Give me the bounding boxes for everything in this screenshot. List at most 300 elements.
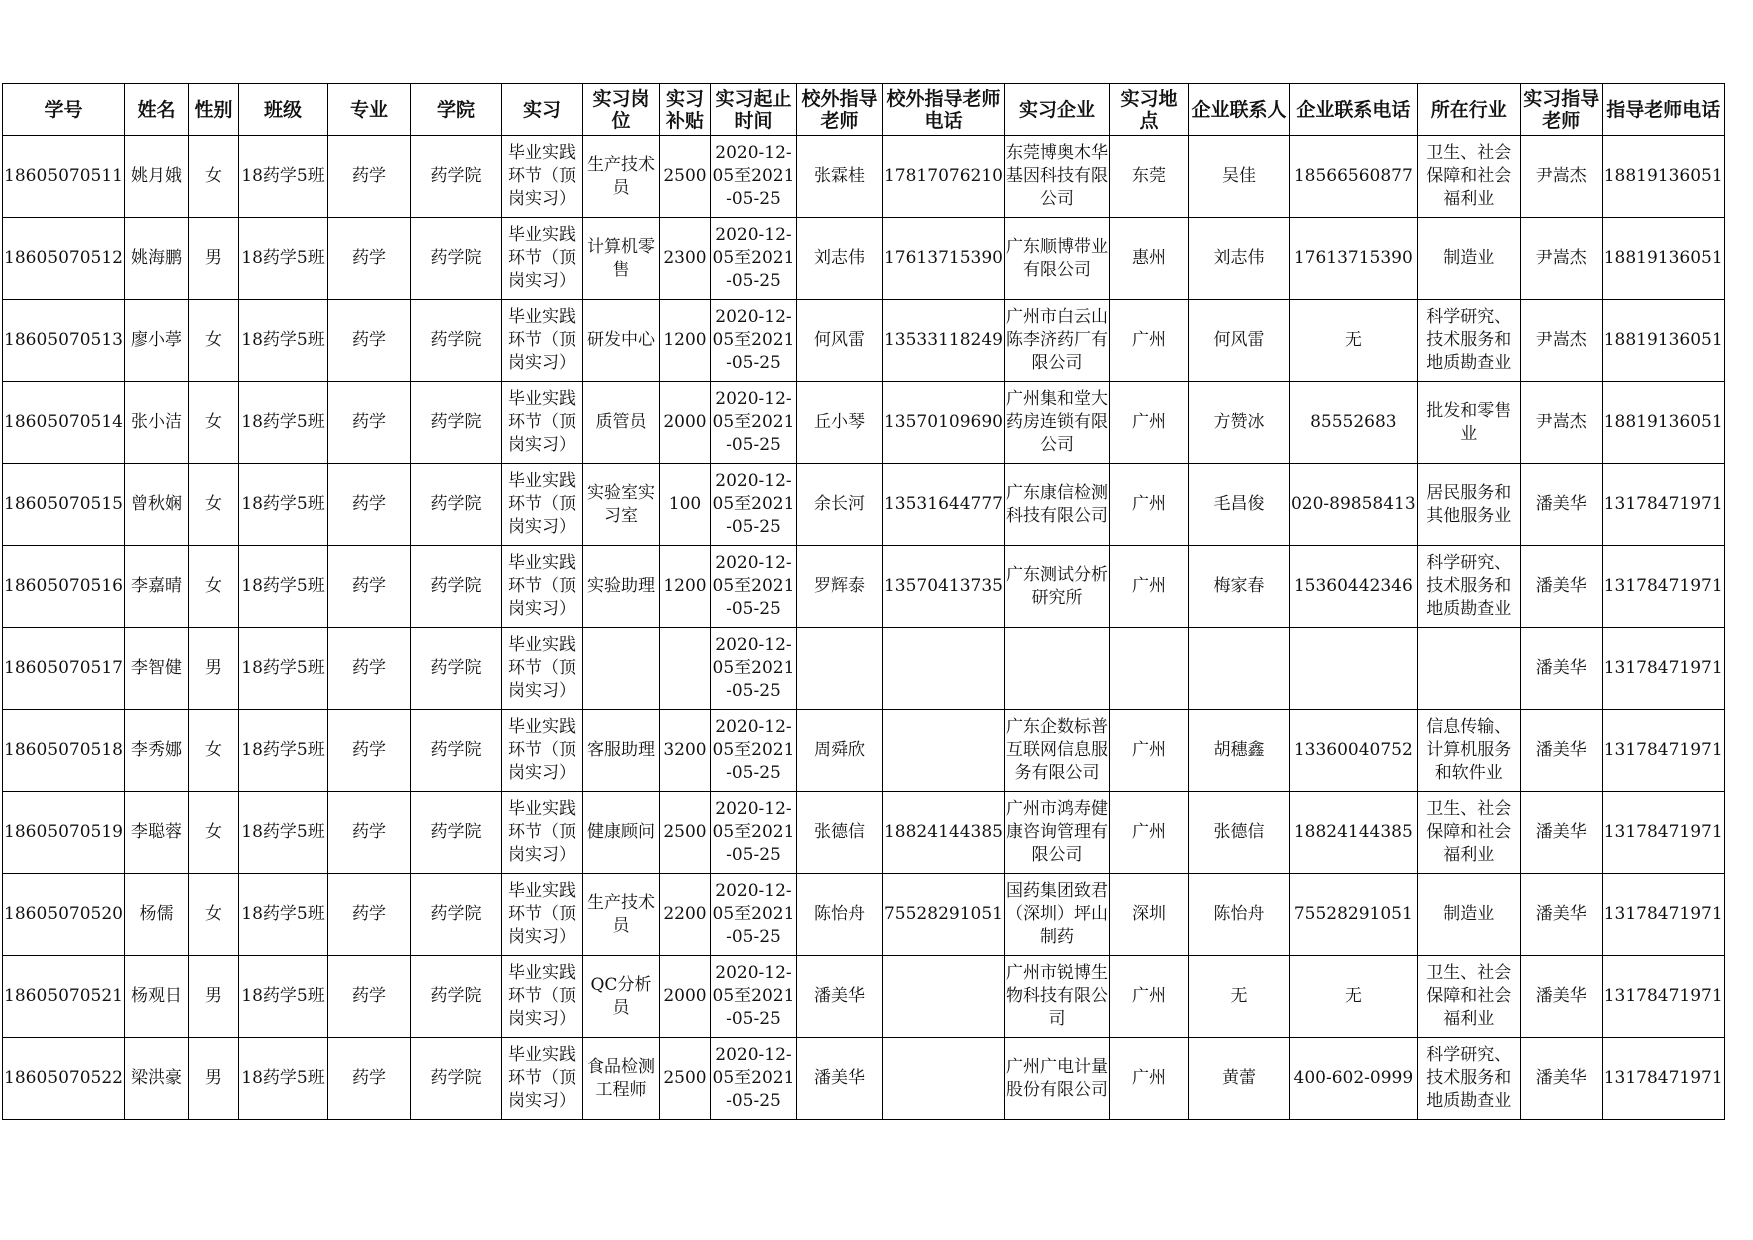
cell-advisor bbox=[1520, 136, 1602, 218]
cell-text: 药学院 bbox=[430, 330, 482, 350]
cell-external-advisor bbox=[796, 218, 882, 300]
cell-text: 制造业 bbox=[1443, 248, 1495, 268]
cell-text: 18605070522 bbox=[4, 1068, 123, 1088]
cell-text: 张小洁 bbox=[130, 412, 182, 432]
cell-gender bbox=[188, 956, 238, 1038]
cell-industry bbox=[1417, 382, 1520, 464]
cell-text: 药学 bbox=[351, 494, 386, 514]
cell-subsidy bbox=[659, 218, 710, 300]
cell-text: 男 bbox=[204, 1068, 222, 1088]
cell-advisor-phone bbox=[1602, 382, 1724, 464]
cell-period bbox=[710, 218, 796, 300]
cell-position bbox=[582, 874, 659, 956]
cell-text: 13360040752 bbox=[1293, 740, 1413, 760]
cell-advisor bbox=[1520, 874, 1602, 956]
cell-industry bbox=[1417, 792, 1520, 874]
cell-internship-type bbox=[501, 300, 582, 382]
cell-text: 13178471971 bbox=[1603, 576, 1723, 596]
header-gender: 性别 bbox=[188, 84, 238, 136]
cell-text: 梅家春 bbox=[1213, 576, 1265, 596]
cell-text: 2300 bbox=[663, 248, 707, 268]
cell-subsidy bbox=[659, 628, 710, 710]
cell-company bbox=[1004, 218, 1109, 300]
cell-text: 18605070517 bbox=[4, 658, 123, 678]
cell-text: 2020-12-05至2021-05-25 bbox=[712, 225, 795, 291]
cell-period bbox=[710, 792, 796, 874]
cell-external-advisor-phone bbox=[882, 956, 1004, 1038]
cell-text: 刘志伟 bbox=[813, 248, 865, 268]
cell-major bbox=[327, 710, 410, 792]
cell-internship-type bbox=[501, 1038, 582, 1120]
cell-text: 东莞博奥木华基因科技有限公司 bbox=[1005, 143, 1108, 209]
cell-class bbox=[238, 1038, 327, 1120]
cell-text: 男 bbox=[204, 986, 222, 1006]
table-row bbox=[3, 874, 1725, 956]
cell-gender bbox=[188, 464, 238, 546]
cell-text: 张霖桂 bbox=[813, 166, 865, 186]
cell-text: 健康顾问 bbox=[586, 822, 655, 842]
cell-text: 生产技术员 bbox=[586, 154, 655, 198]
cell-text: 17613715390 bbox=[1293, 248, 1413, 268]
cell-text: 18药学5班 bbox=[241, 412, 325, 432]
cell-position bbox=[582, 300, 659, 382]
cell-gender bbox=[188, 1038, 238, 1120]
cell-text: 广州广电计量股份有限公司 bbox=[1005, 1056, 1108, 1100]
cell-text: 女 bbox=[204, 822, 222, 842]
cell-text: 何风雷 bbox=[1213, 330, 1265, 350]
cell-position bbox=[582, 710, 659, 792]
table-row bbox=[3, 628, 1725, 710]
cell-text: 潘美华 bbox=[1535, 822, 1587, 842]
cell-text: 余长河 bbox=[813, 494, 865, 514]
cell-text: 18819136051 bbox=[1603, 248, 1723, 268]
cell-industry bbox=[1417, 218, 1520, 300]
header-company-phone: 企业联系电话 bbox=[1289, 84, 1417, 136]
cell-period bbox=[710, 956, 796, 1038]
cell-subsidy bbox=[659, 546, 710, 628]
cell-location bbox=[1109, 710, 1188, 792]
cell-text: 广州 bbox=[1131, 576, 1166, 596]
cell-advisor-phone bbox=[1602, 956, 1724, 1038]
cell-text: 17613715390 bbox=[883, 248, 1003, 268]
cell-class bbox=[238, 628, 327, 710]
cell-text: 胡穗鑫 bbox=[1213, 740, 1265, 760]
cell-company-contact bbox=[1188, 628, 1289, 710]
cell-location bbox=[1109, 464, 1188, 546]
cell-class bbox=[238, 710, 327, 792]
cell-text: 丘小琴 bbox=[813, 412, 865, 432]
cell-external-advisor-phone bbox=[882, 874, 1004, 956]
cell-location bbox=[1109, 956, 1188, 1038]
cell-text: 女 bbox=[204, 412, 222, 432]
cell-text: 18605070520 bbox=[4, 904, 123, 924]
cell-company-phone bbox=[1289, 382, 1417, 464]
cell-subsidy bbox=[659, 956, 710, 1038]
cell-company-phone bbox=[1289, 710, 1417, 792]
cell-text: 梁洪豪 bbox=[130, 1068, 182, 1088]
header-external-advisor-phone: 校外指导老师电话 bbox=[882, 84, 1004, 136]
cell-name bbox=[124, 300, 188, 382]
cell-company-phone bbox=[1289, 874, 1417, 956]
cell-company-contact bbox=[1188, 1038, 1289, 1120]
cell-text: 广州 bbox=[1131, 330, 1166, 350]
cell-college bbox=[410, 628, 501, 710]
cell-student-id bbox=[3, 464, 125, 546]
cell-text: 科学研究、技术服务和地质勘查业 bbox=[1426, 553, 1512, 619]
cell-text: 何风雷 bbox=[813, 330, 865, 350]
cell-text: 18819136051 bbox=[1603, 166, 1723, 186]
cell-class bbox=[238, 218, 327, 300]
cell-text: 13570109690 bbox=[883, 412, 1003, 432]
cell-text: 食品检测工程师 bbox=[586, 1056, 655, 1100]
cell-text: 18药学5班 bbox=[241, 740, 325, 760]
cell-external-advisor bbox=[796, 792, 882, 874]
cell-text: 13178471971 bbox=[1603, 822, 1723, 842]
cell-major bbox=[327, 956, 410, 1038]
table-row bbox=[3, 792, 1725, 874]
cell-internship-type bbox=[501, 464, 582, 546]
cell-text: 研发中心 bbox=[586, 330, 655, 350]
cell-gender bbox=[188, 874, 238, 956]
cell-company-contact bbox=[1188, 218, 1289, 300]
cell-advisor-phone bbox=[1602, 1038, 1724, 1120]
cell-text: 18药学5班 bbox=[241, 658, 325, 678]
header-college: 学院 bbox=[410, 84, 501, 136]
cell-position bbox=[582, 218, 659, 300]
cell-student-id bbox=[3, 792, 125, 874]
cell-text: 药学院 bbox=[430, 904, 482, 924]
cell-major bbox=[327, 792, 410, 874]
cell-internship-type bbox=[501, 710, 582, 792]
cell-external-advisor-phone bbox=[882, 546, 1004, 628]
cell-text: 毛昌俊 bbox=[1213, 494, 1265, 514]
cell-external-advisor bbox=[796, 136, 882, 218]
cell-advisor-phone bbox=[1602, 218, 1724, 300]
cell-text: 药学 bbox=[351, 412, 386, 432]
cell-text: 13533118249 bbox=[883, 330, 1003, 350]
cell-company bbox=[1004, 546, 1109, 628]
cell-advisor-phone bbox=[1602, 792, 1724, 874]
cell-text: 药学 bbox=[351, 822, 386, 842]
cell-text: 广东顺博带业有限公司 bbox=[1005, 236, 1108, 280]
cell-external-advisor-phone bbox=[882, 710, 1004, 792]
cell-period bbox=[710, 628, 796, 710]
cell-text: 020-89858413 bbox=[1290, 494, 1416, 514]
cell-location bbox=[1109, 874, 1188, 956]
cell-company-contact bbox=[1188, 956, 1289, 1038]
header-name: 姓名 bbox=[124, 84, 188, 136]
cell-period bbox=[710, 382, 796, 464]
cell-company bbox=[1004, 464, 1109, 546]
cell-company bbox=[1004, 792, 1109, 874]
cell-text: 毕业实践环节（顶岗实习） bbox=[507, 471, 576, 537]
cell-text: 尹嵩杰 bbox=[1535, 330, 1587, 350]
cell-text: 卫生、社会保障和社会福利业 bbox=[1426, 799, 1512, 865]
cell-name bbox=[124, 628, 188, 710]
cell-text: 毕业实践环节（顶岗实习） bbox=[507, 1045, 576, 1111]
cell-text: 13178471971 bbox=[1603, 658, 1723, 678]
cell-class bbox=[238, 792, 327, 874]
cell-text: 潘美华 bbox=[1535, 494, 1587, 514]
cell-company-phone bbox=[1289, 300, 1417, 382]
table-row bbox=[3, 300, 1725, 382]
cell-external-advisor-phone bbox=[882, 792, 1004, 874]
table-row bbox=[3, 136, 1725, 218]
cell-position bbox=[582, 546, 659, 628]
cell-company bbox=[1004, 136, 1109, 218]
cell-location bbox=[1109, 628, 1188, 710]
cell-college bbox=[410, 136, 501, 218]
cell-advisor bbox=[1520, 628, 1602, 710]
cell-advisor-phone bbox=[1602, 874, 1724, 956]
cell-text: 女 bbox=[204, 740, 222, 760]
cell-text: 张德信 bbox=[813, 822, 865, 842]
cell-name bbox=[124, 956, 188, 1038]
cell-external-advisor-phone bbox=[882, 1038, 1004, 1120]
cell-text: 刘志伟 bbox=[1213, 248, 1265, 268]
cell-external-advisor bbox=[796, 464, 882, 546]
cell-company-phone bbox=[1289, 218, 1417, 300]
cell-period bbox=[710, 136, 796, 218]
cell-text: 实验助理 bbox=[586, 576, 655, 596]
table-row bbox=[3, 1038, 1725, 1120]
cell-text: 杨观日 bbox=[130, 986, 182, 1006]
cell-text: 18605070512 bbox=[4, 248, 123, 268]
cell-external-advisor bbox=[796, 546, 882, 628]
cell-text: 女 bbox=[204, 576, 222, 596]
cell-text: 客服助理 bbox=[586, 740, 655, 760]
cell-text: 广州 bbox=[1131, 494, 1166, 514]
cell-internship-type bbox=[501, 874, 582, 956]
cell-external-advisor bbox=[796, 300, 882, 382]
table-row bbox=[3, 710, 1725, 792]
cell-name bbox=[124, 1038, 188, 1120]
cell-text: 东莞 bbox=[1131, 166, 1166, 186]
cell-gender bbox=[188, 136, 238, 218]
cell-text: 女 bbox=[204, 494, 222, 514]
cell-text: 广州 bbox=[1131, 986, 1166, 1006]
cell-text: 18药学5班 bbox=[241, 904, 325, 924]
cell-text: 无 bbox=[1344, 986, 1362, 1006]
cell-text: 18605070511 bbox=[4, 166, 123, 186]
cell-external-advisor-phone bbox=[882, 464, 1004, 546]
cell-company bbox=[1004, 382, 1109, 464]
cell-company-phone bbox=[1289, 628, 1417, 710]
cell-class bbox=[238, 464, 327, 546]
cell-text: 毕业实践环节（顶岗实习） bbox=[507, 307, 576, 373]
header-row bbox=[3, 84, 1725, 136]
cell-student-id bbox=[3, 1038, 125, 1120]
cell-name bbox=[124, 874, 188, 956]
cell-text: 尹嵩杰 bbox=[1535, 412, 1587, 432]
cell-text: 18605070516 bbox=[4, 576, 123, 596]
cell-text: 潘美华 bbox=[1535, 576, 1587, 596]
cell-text: 15360442346 bbox=[1293, 576, 1413, 596]
cell-text: 科学研究、技术服务和地质勘查业 bbox=[1426, 307, 1512, 373]
cell-text: 潘美华 bbox=[1535, 986, 1587, 1006]
cell-position bbox=[582, 956, 659, 1038]
cell-name bbox=[124, 136, 188, 218]
cell-college bbox=[410, 382, 501, 464]
cell-text: 药学 bbox=[351, 658, 386, 678]
cell-text: 卫生、社会保障和社会福利业 bbox=[1426, 963, 1512, 1029]
cell-position bbox=[582, 382, 659, 464]
cell-company-phone bbox=[1289, 956, 1417, 1038]
cell-gender bbox=[188, 546, 238, 628]
cell-subsidy bbox=[659, 1038, 710, 1120]
cell-text: 13178471971 bbox=[1603, 494, 1723, 514]
cell-text: 18824144385 bbox=[1293, 822, 1413, 842]
cell-subsidy bbox=[659, 464, 710, 546]
cell-text: 2020-12-05至2021-05-25 bbox=[712, 963, 795, 1029]
table-row bbox=[3, 956, 1725, 1038]
cell-text: 2020-12-05至2021-05-25 bbox=[712, 389, 795, 455]
cell-text: 18药学5班 bbox=[241, 330, 325, 350]
header-student-id: 学号 bbox=[3, 84, 125, 136]
cell-external-advisor-phone bbox=[882, 382, 1004, 464]
cell-class bbox=[238, 136, 327, 218]
cell-text: QC分析员 bbox=[590, 974, 652, 1018]
cell-internship-type bbox=[501, 136, 582, 218]
cell-major bbox=[327, 546, 410, 628]
cell-class bbox=[238, 300, 327, 382]
cell-text: 毕业实践环节（顶岗实习） bbox=[507, 553, 576, 619]
cell-student-id bbox=[3, 218, 125, 300]
cell-period bbox=[710, 546, 796, 628]
internship-table bbox=[2, 83, 1725, 1120]
cell-text: 75528291051 bbox=[883, 904, 1003, 924]
cell-company-contact bbox=[1188, 710, 1289, 792]
cell-period bbox=[710, 874, 796, 956]
cell-college bbox=[410, 956, 501, 1038]
cell-company-contact bbox=[1188, 136, 1289, 218]
table-body bbox=[3, 136, 1725, 1120]
cell-text: 科学研究、技术服务和地质勘查业 bbox=[1426, 1045, 1512, 1111]
cell-student-id bbox=[3, 956, 125, 1038]
cell-text: 2020-12-05至2021-05-25 bbox=[712, 143, 795, 209]
cell-student-id bbox=[3, 874, 125, 956]
cell-class bbox=[238, 546, 327, 628]
cell-text: 姚海鹏 bbox=[130, 248, 182, 268]
cell-major bbox=[327, 1038, 410, 1120]
cell-text: 尹嵩杰 bbox=[1535, 166, 1587, 186]
cell-external-advisor bbox=[796, 874, 882, 956]
cell-gender bbox=[188, 218, 238, 300]
cell-text: 2020-12-05至2021-05-25 bbox=[712, 717, 795, 783]
cell-major bbox=[327, 136, 410, 218]
header-company-contact: 企业联系人 bbox=[1188, 84, 1289, 136]
cell-company bbox=[1004, 874, 1109, 956]
cell-text: 国药集团致君（深圳）坪山制药 bbox=[1005, 881, 1108, 947]
cell-period bbox=[710, 464, 796, 546]
cell-subsidy bbox=[659, 710, 710, 792]
cell-position bbox=[582, 792, 659, 874]
cell-industry bbox=[1417, 464, 1520, 546]
cell-text: 姚月娥 bbox=[130, 166, 182, 186]
cell-text: 2020-12-05至2021-05-25 bbox=[712, 1045, 795, 1111]
cell-major bbox=[327, 874, 410, 956]
cell-text: 药学 bbox=[351, 330, 386, 350]
table-row bbox=[3, 218, 1725, 300]
cell-text: 13178471971 bbox=[1603, 1068, 1723, 1088]
cell-text: 18824144385 bbox=[883, 822, 1003, 842]
cell-internship-type bbox=[501, 218, 582, 300]
header-internship-type: 实习 bbox=[501, 84, 582, 136]
cell-text: 尹嵩杰 bbox=[1535, 248, 1587, 268]
cell-text: 药学院 bbox=[430, 248, 482, 268]
cell-text: 惠州 bbox=[1131, 248, 1166, 268]
cell-company-phone bbox=[1289, 464, 1417, 546]
header-major: 专业 bbox=[327, 84, 410, 136]
cell-college bbox=[410, 218, 501, 300]
cell-text: 吴佳 bbox=[1221, 166, 1256, 186]
cell-text: 药学院 bbox=[430, 576, 482, 596]
cell-text: 毕业实践环节（顶岗实习） bbox=[507, 635, 576, 701]
cell-text: 李智健 bbox=[130, 658, 182, 678]
cell-text: 13178471971 bbox=[1603, 740, 1723, 760]
cell-company-phone bbox=[1289, 136, 1417, 218]
cell-text: 18药学5班 bbox=[241, 822, 325, 842]
cell-text: 廖小葶 bbox=[130, 330, 182, 350]
cell-company bbox=[1004, 300, 1109, 382]
cell-text: 毕业实践环节（顶岗实习） bbox=[507, 143, 576, 209]
cell-text: 药学 bbox=[351, 576, 386, 596]
cell-internship-type bbox=[501, 628, 582, 710]
cell-text: 18药学5班 bbox=[241, 166, 325, 186]
cell-major bbox=[327, 300, 410, 382]
cell-text: 18566560877 bbox=[1293, 166, 1413, 186]
table-row bbox=[3, 382, 1725, 464]
cell-text: 18605070514 bbox=[4, 412, 123, 432]
cell-text: 毕业实践环节（顶岗实习） bbox=[507, 717, 576, 783]
cell-text: 13531644777 bbox=[883, 494, 1003, 514]
cell-name bbox=[124, 710, 188, 792]
cell-advisor bbox=[1520, 956, 1602, 1038]
cell-external-advisor-phone bbox=[882, 628, 1004, 710]
cell-text: 400-602-0999 bbox=[1293, 1068, 1414, 1088]
cell-external-advisor-phone bbox=[882, 218, 1004, 300]
cell-text: 女 bbox=[204, 330, 222, 350]
cell-text: 毕业实践环节（顶岗实习） bbox=[507, 881, 576, 947]
cell-advisor-phone bbox=[1602, 300, 1724, 382]
cell-text: 质管员 bbox=[595, 412, 647, 432]
cell-industry bbox=[1417, 300, 1520, 382]
header-class: 班级 bbox=[238, 84, 327, 136]
cell-student-id bbox=[3, 136, 125, 218]
cell-advisor-phone bbox=[1602, 464, 1724, 546]
cell-text: 药学院 bbox=[430, 658, 482, 678]
cell-college bbox=[410, 1038, 501, 1120]
cell-text: 潘美华 bbox=[813, 986, 865, 1006]
cell-internship-type bbox=[501, 382, 582, 464]
cell-company bbox=[1004, 1038, 1109, 1120]
cell-major bbox=[327, 218, 410, 300]
cell-location bbox=[1109, 1038, 1188, 1120]
cell-text: 张德信 bbox=[1213, 822, 1265, 842]
cell-text: 黄蕾 bbox=[1221, 1068, 1256, 1088]
cell-text: 制造业 bbox=[1443, 904, 1495, 924]
cell-major bbox=[327, 382, 410, 464]
cell-text: 药学院 bbox=[430, 1068, 482, 1088]
cell-text: 2500 bbox=[663, 1068, 707, 1088]
cell-student-id bbox=[3, 628, 125, 710]
cell-text: 18药学5班 bbox=[241, 986, 325, 1006]
cell-period bbox=[710, 1038, 796, 1120]
cell-text: 毕业实践环节（顶岗实习） bbox=[507, 799, 576, 865]
cell-advisor bbox=[1520, 546, 1602, 628]
cell-external-advisor-phone bbox=[882, 300, 1004, 382]
cell-text: 2020-12-05至2021-05-25 bbox=[712, 553, 795, 619]
